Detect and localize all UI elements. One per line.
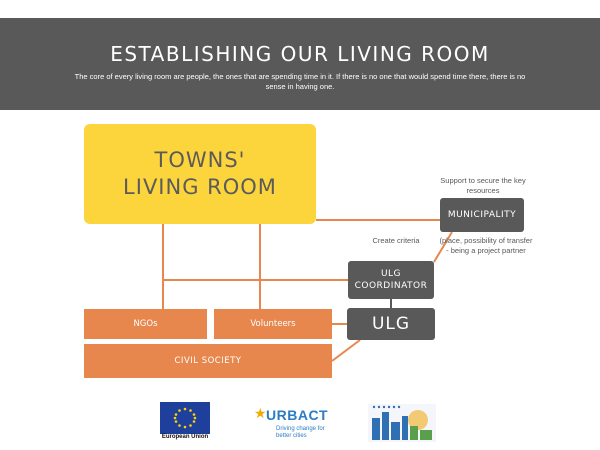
eu-logo bbox=[160, 402, 210, 444]
page-title: ESTABLISHING OUR LIVING ROOM bbox=[110, 42, 490, 66]
criteria-note: Create criteria bbox=[372, 236, 420, 245]
urbact-logo bbox=[254, 402, 334, 444]
city-project-logo bbox=[366, 402, 438, 444]
connector-civil-ulg bbox=[332, 340, 360, 361]
towns-living-room-box bbox=[84, 124, 316, 224]
star-icon: ★ bbox=[254, 406, 267, 422]
coordinator-line2: COORDINATOR bbox=[354, 281, 428, 291]
municipality-box: MUNICIPALITY bbox=[440, 198, 524, 232]
eu-name: European Union bbox=[161, 434, 209, 440]
page-subtitle: The core of every living room are people, the ones that are spending time in it. If there is no one that would spend time there, there is no sense in having one. bbox=[74, 72, 526, 91]
place-note: (place, possibility of transfer - being a project partner bbox=[439, 236, 533, 255]
urbact-name: URBACT bbox=[266, 407, 329, 423]
ngos-box: NGOs bbox=[84, 309, 207, 339]
volunteers-box: Volunteers bbox=[214, 309, 332, 339]
living-room-line2: LIVING ROOM bbox=[123, 175, 277, 199]
living-room-line1: TOWNS' bbox=[154, 148, 246, 172]
coordinator-line1: ULG bbox=[380, 269, 402, 279]
city-skyline-icon bbox=[366, 402, 438, 444]
civil-society-box: CIVIL SOCIETY bbox=[84, 344, 332, 378]
ulg-coordinator-box bbox=[348, 261, 434, 299]
eu-flag-icon bbox=[160, 402, 210, 434]
support-note: Support to secure the key resources bbox=[440, 176, 526, 195]
ulg-box: ULG bbox=[347, 308, 435, 340]
urbact-tagline: Driving change for better cities bbox=[276, 426, 325, 439]
